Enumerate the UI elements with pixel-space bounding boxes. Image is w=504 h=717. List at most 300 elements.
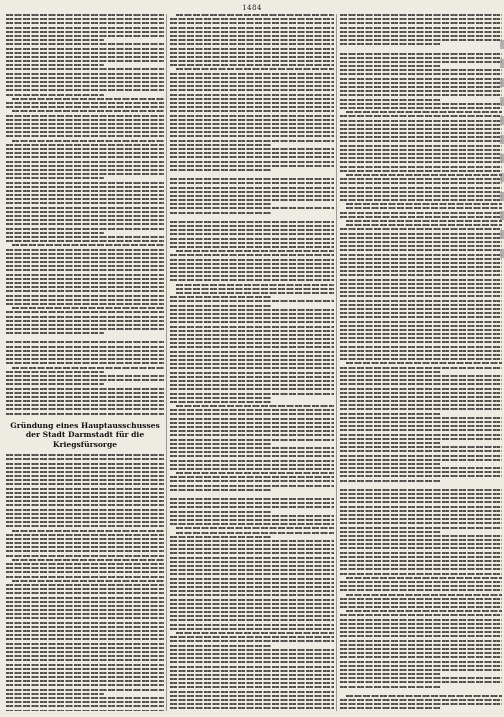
text-line: [340, 358, 502, 360]
text-line: [6, 290, 164, 292]
text-line: [6, 643, 164, 645]
text-line: [340, 65, 440, 67]
text-line: [6, 89, 164, 91]
text-line: [170, 611, 334, 613]
text-line: [6, 655, 164, 657]
text-line: [6, 332, 104, 334]
text-line: [340, 493, 502, 495]
text-line: [340, 191, 502, 193]
column-rule: [336, 14, 337, 711]
text-line: [6, 576, 164, 578]
text-line: [170, 498, 334, 500]
text-line: [170, 140, 334, 142]
text-line: [170, 203, 272, 205]
text-line: [340, 640, 502, 642]
text-line: [340, 27, 502, 29]
text-line: [6, 219, 164, 221]
text-line: [340, 57, 502, 59]
text-line: [340, 375, 502, 377]
text-line: [170, 582, 334, 584]
text-line: [170, 674, 334, 676]
text-line: [340, 489, 502, 491]
text-line: [6, 684, 164, 686]
text-line: [6, 161, 164, 163]
text-line: [6, 534, 164, 536]
text-line: [170, 98, 334, 100]
text-line: [176, 250, 334, 252]
text-line: [6, 597, 164, 599]
text-line: [340, 39, 502, 41]
text-line: [6, 668, 164, 670]
text-line: [340, 90, 502, 92]
text-line: [170, 682, 334, 684]
text-line: [170, 519, 334, 521]
text-line: [340, 455, 502, 457]
text-line: [340, 73, 502, 75]
text-line: [6, 454, 164, 456]
text-line: [340, 14, 502, 16]
text-line: [170, 409, 334, 411]
text-line: [170, 384, 334, 386]
text-line: [340, 249, 502, 251]
text-line: [340, 245, 502, 247]
text-line: [6, 467, 164, 469]
text-line: [346, 695, 502, 697]
text-line: [6, 701, 164, 703]
text-line: [170, 165, 334, 167]
text-line: [170, 552, 334, 554]
text-line: [6, 316, 164, 318]
text-line: [6, 400, 164, 402]
text-line: [6, 592, 164, 594]
text-line: [6, 177, 104, 179]
text-line: [340, 442, 440, 444]
text-line: [340, 329, 502, 331]
text-line: [6, 135, 164, 137]
text-line: [170, 418, 334, 420]
text-line: [170, 221, 334, 223]
text-line: [6, 601, 164, 603]
text-line: [6, 215, 164, 217]
text-line: [170, 619, 334, 621]
text-line: [6, 115, 164, 117]
text-line: [170, 523, 334, 525]
text-line: [6, 119, 164, 121]
text-line: [6, 81, 164, 83]
text-line: [340, 614, 502, 616]
text-line: [170, 334, 334, 336]
text-line: [170, 657, 334, 659]
text-line: [6, 634, 164, 636]
text-line: [340, 497, 502, 499]
text-line: [6, 123, 164, 125]
text-line: [346, 224, 502, 226]
text-line: [6, 521, 164, 523]
text-line: [346, 610, 502, 612]
text-line: [340, 350, 502, 352]
text-line: [340, 61, 502, 63]
text-line: [6, 60, 164, 62]
text-line: [170, 330, 334, 332]
text-line: [170, 246, 334, 248]
text-line: [340, 404, 502, 406]
text-line: [6, 190, 164, 192]
text-line: [6, 613, 164, 615]
text-line: [340, 392, 502, 394]
text-line: [6, 630, 164, 632]
text-line: [176, 532, 334, 534]
text-line: [170, 388, 334, 390]
text-line: [340, 539, 502, 541]
text-line: [346, 203, 502, 205]
text-line: [170, 56, 334, 58]
text-line: [340, 665, 502, 667]
text-line: [170, 455, 334, 457]
text-line: [340, 82, 502, 84]
text-line: [6, 693, 104, 695]
text-line: [170, 242, 334, 244]
text-line: [340, 421, 502, 423]
text-line: [340, 145, 502, 147]
text-line: [340, 182, 502, 184]
text-line: [6, 286, 164, 288]
text-line: [170, 653, 334, 655]
text-line: [340, 53, 502, 55]
text-line: [340, 120, 502, 122]
text-line: [170, 573, 334, 575]
text-line: [170, 447, 334, 449]
text-line: [6, 198, 164, 200]
text-line: [170, 229, 334, 231]
text-line: [170, 670, 334, 672]
text-line: [340, 157, 502, 159]
text-line: [6, 538, 164, 540]
text-line: [6, 488, 164, 490]
text-line: [6, 169, 164, 171]
text-line: [170, 678, 334, 680]
text-line: [340, 228, 502, 230]
text-line: [6, 626, 164, 628]
text-line: [6, 350, 164, 352]
text-line: [340, 585, 502, 587]
text-line: [340, 522, 502, 524]
text-line: [6, 299, 164, 301]
text-line: [340, 506, 502, 508]
page-number: 1484: [242, 4, 262, 12]
text-line: [6, 392, 164, 394]
text-line: [340, 346, 502, 348]
text-line: [340, 304, 502, 306]
text-line: [340, 266, 502, 268]
text-line: [340, 388, 502, 390]
text-line: [6, 509, 164, 511]
text-line: [6, 563, 164, 565]
text-line: [340, 518, 502, 520]
text-line: [170, 321, 334, 323]
text-line: [176, 472, 334, 474]
text-line: [6, 77, 164, 79]
text-line: [6, 186, 164, 188]
text-line: [170, 355, 334, 357]
text-line: [340, 556, 502, 558]
text-line: [6, 492, 164, 494]
text-line: [6, 676, 164, 678]
text-line: [170, 119, 334, 121]
text-line: [6, 48, 164, 50]
text-line: [170, 161, 334, 163]
text-line: [340, 136, 502, 138]
text-line: [6, 371, 104, 373]
text-line: [170, 195, 334, 197]
text-line: [170, 144, 272, 146]
text-line: [170, 22, 334, 24]
text-line: [6, 269, 164, 271]
text-line: [340, 656, 502, 658]
text-line: [340, 598, 502, 600]
text-line: [340, 216, 502, 218]
text-line: [340, 573, 502, 575]
text-line: [176, 14, 334, 16]
text-line: [170, 135, 334, 137]
text-line: [340, 35, 502, 37]
text-line: [340, 270, 502, 272]
text-line: [6, 555, 164, 557]
text-line: [340, 212, 502, 214]
text-line: [340, 367, 502, 369]
text-line: [170, 645, 272, 647]
text-line: [170, 380, 334, 382]
text-line: [340, 531, 440, 533]
text-line: [340, 254, 502, 256]
text-line: [340, 383, 502, 385]
text-line: [170, 178, 334, 180]
text-line: [6, 127, 164, 129]
text-line: [12, 367, 164, 369]
text-line: [170, 628, 334, 630]
text-line: [340, 321, 502, 323]
text-line: [6, 303, 164, 305]
text-line: [170, 300, 334, 302]
text-line: [170, 489, 272, 491]
text-line: [6, 500, 164, 502]
text-line: [6, 647, 164, 649]
text-line: [170, 464, 334, 466]
text-line: [170, 506, 334, 508]
text-line: [6, 689, 164, 691]
text-line: [340, 295, 502, 297]
text-line: [170, 123, 334, 125]
text-line: [170, 397, 272, 399]
text-line: [346, 174, 502, 176]
text-line: [12, 307, 164, 309]
text-line: [6, 31, 164, 33]
text-line: [6, 479, 164, 481]
text-line: [340, 333, 502, 335]
text-line: [340, 644, 502, 646]
text-line: [340, 115, 502, 117]
text-line: [170, 18, 334, 20]
text-line: [6, 388, 164, 390]
text-line: [6, 609, 164, 611]
text-line: [6, 22, 164, 24]
text-line: [170, 363, 334, 365]
text-line: [6, 672, 164, 674]
text-line: [340, 371, 440, 373]
text-line: [340, 417, 502, 419]
text-line: [340, 543, 502, 545]
text-line: [6, 152, 164, 154]
text-line: [6, 396, 164, 398]
text-line: [170, 60, 334, 62]
text-line: [340, 707, 440, 709]
text-line: [340, 429, 502, 431]
text-line: [340, 132, 502, 134]
text-line: [170, 426, 334, 428]
text-line: [170, 52, 334, 54]
text-line: [170, 434, 334, 436]
text-line: [340, 195, 502, 197]
text-line: [170, 110, 334, 112]
text-line: [170, 81, 334, 83]
text-line: [340, 287, 502, 289]
text-line: [170, 359, 334, 361]
text-line: [6, 341, 164, 343]
text-line: [170, 89, 334, 91]
text-line: [340, 78, 502, 80]
text-line: [340, 312, 502, 314]
text-line: [170, 169, 272, 171]
text-line: [340, 170, 502, 172]
text-line: [170, 279, 334, 281]
text-line: [346, 220, 502, 222]
text-line: [176, 292, 334, 294]
text-line: [170, 511, 272, 513]
text-line: [6, 346, 164, 348]
text-line: [340, 619, 502, 621]
text-line: [340, 552, 502, 554]
text-line: [170, 73, 334, 75]
text-line: [340, 450, 502, 452]
text-block-2: [6, 454, 164, 711]
text-line: [170, 225, 334, 227]
text-line: [340, 661, 502, 663]
text-line: [170, 640, 334, 642]
text-line: [6, 228, 164, 230]
text-line: [340, 652, 502, 654]
text-line: [340, 279, 502, 281]
text-line: [6, 362, 164, 364]
text-line: [170, 451, 334, 453]
text-line: [170, 413, 334, 415]
text-line: [340, 480, 440, 482]
text-line: [170, 476, 334, 478]
text-line: [340, 648, 502, 650]
text-line: [340, 337, 502, 339]
text-line: [6, 383, 104, 385]
text-line: [6, 605, 164, 607]
text-line: [170, 351, 334, 353]
text-line: [6, 375, 164, 377]
text-line: [170, 468, 334, 470]
text-line: [340, 107, 502, 109]
text-line: [346, 362, 502, 364]
text-line: [340, 128, 502, 130]
text-line: [340, 124, 502, 126]
text-line: [340, 187, 502, 189]
text-line: [340, 43, 440, 45]
text-line: [6, 542, 164, 544]
text-line: [6, 282, 164, 284]
text-line: [170, 233, 334, 235]
text-line: [346, 111, 502, 113]
text-line: [340, 153, 502, 155]
text-line: [170, 263, 334, 265]
text-line: [6, 56, 164, 58]
text-line: [6, 253, 164, 255]
text-line: [6, 73, 164, 75]
text-line: [170, 27, 334, 29]
text-line: [6, 165, 164, 167]
text-line: [6, 148, 164, 150]
text-line: [340, 627, 502, 629]
text-line: [170, 207, 334, 209]
text-line: [170, 131, 334, 133]
text-line: [170, 594, 334, 596]
text-line: [12, 140, 164, 142]
text-line: [6, 550, 164, 552]
text-line: [340, 408, 502, 410]
text-line: [170, 590, 334, 592]
text-line: [340, 166, 502, 168]
text-line: [340, 69, 502, 71]
text-line: [6, 64, 104, 66]
text-line: [170, 649, 334, 651]
text-line: [6, 211, 164, 213]
text-line: [170, 77, 334, 79]
text-line: [6, 324, 164, 326]
text-line: [170, 561, 334, 563]
text-line: [6, 463, 164, 465]
text-line: [6, 14, 164, 16]
text-line: [170, 460, 334, 462]
text-line: [170, 515, 334, 517]
text-line: [340, 413, 440, 415]
text-line: [170, 699, 334, 701]
text-line: [340, 140, 502, 142]
text-line: [6, 622, 164, 624]
text-line: [6, 458, 164, 460]
text-line: [340, 535, 502, 537]
text-line: [170, 578, 334, 580]
text-line: [340, 99, 440, 101]
text-line: [340, 606, 502, 608]
text-line: [170, 536, 272, 538]
text-line: [340, 686, 440, 688]
text-line: [170, 544, 334, 546]
text-line: [6, 404, 164, 406]
text-line: [170, 565, 334, 567]
text-line: [6, 525, 164, 527]
column-1: [6, 14, 164, 711]
text-block-1: [6, 14, 164, 415]
text-line: [340, 161, 502, 163]
text-line: [340, 241, 502, 243]
text-line: [340, 400, 502, 402]
text-line: [6, 39, 104, 41]
text-line: [6, 106, 164, 108]
text-line: [340, 467, 502, 469]
text-line: [170, 691, 334, 693]
